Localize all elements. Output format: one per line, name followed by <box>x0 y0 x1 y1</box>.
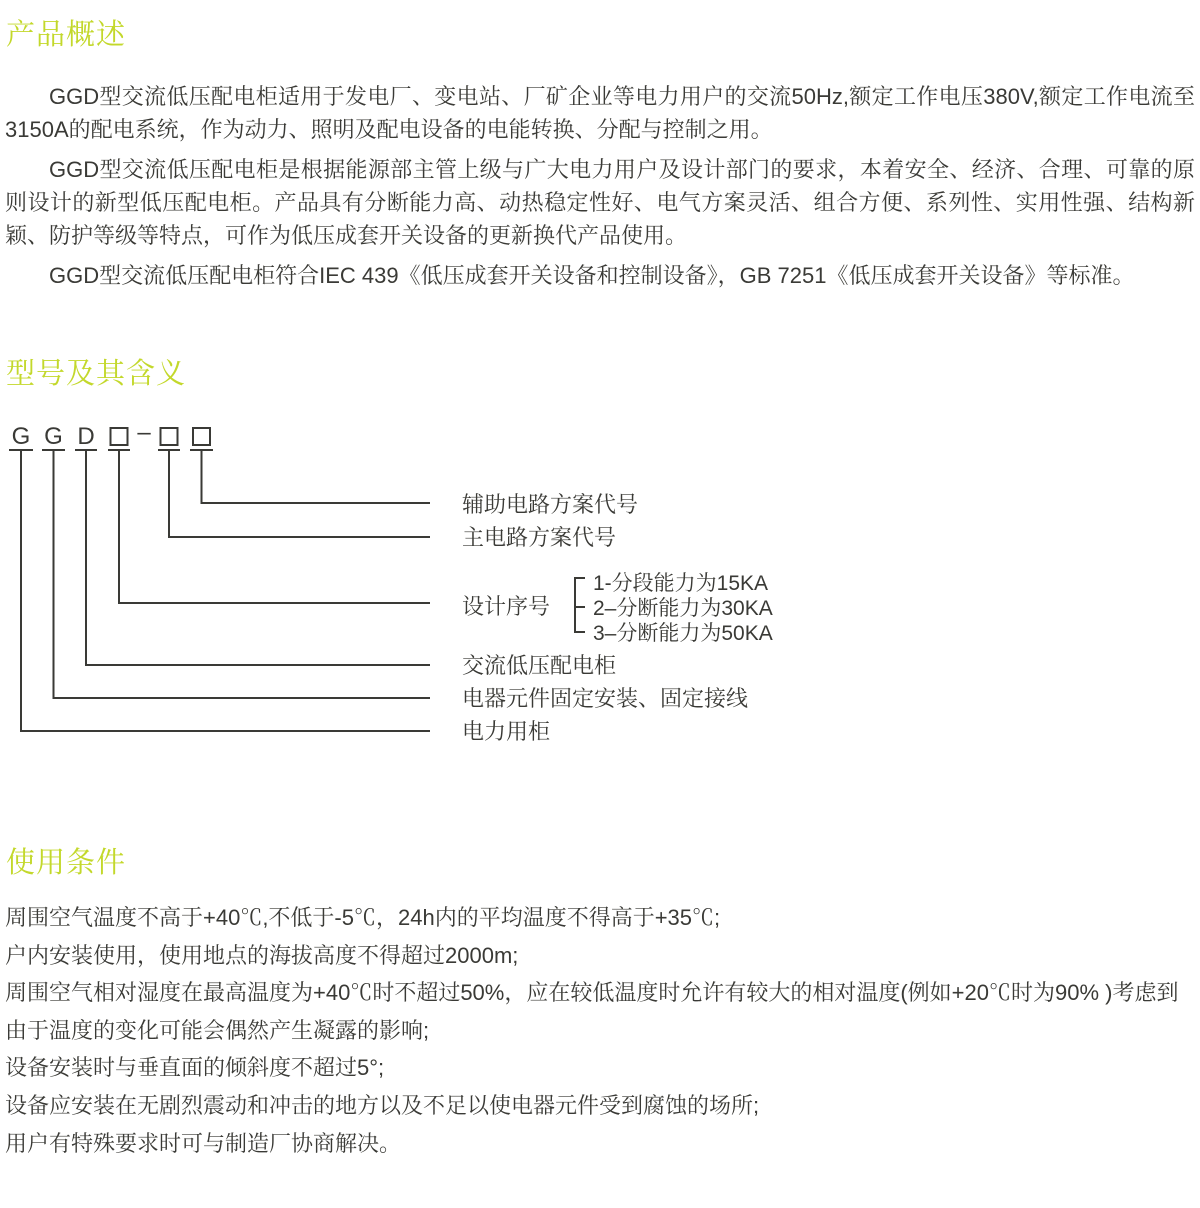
overview-paragraph: GGD型交流低压配电柜是根据能源部主管上级与广大电力用户及设计部门的要求，本着安全、经济、合理、可靠的原则设计的新型低压配电柜。产品具有分断能力高、动热稳定性好、电气方案灵活、组合方便、系列性、实用性强、结构新颖、防护等级等特点，可作为低压成套开关设备的更新换代产品使用。 <box>5 157 1195 248</box>
condition-line: 户内安装使用，使用地点的海拔高度不得超过2000m; <box>5 942 519 968</box>
label-power-cabinet: 电力用柜 <box>462 719 551 744</box>
model-code-diagram-svg <box>0 410 1200 770</box>
model-char-g1: G <box>11 423 31 450</box>
model-char-dash: – <box>137 419 151 446</box>
model-char-d: D <box>77 423 95 450</box>
connector-line-aux <box>202 450 431 503</box>
condition-line: 周围空气相对湿度在最高温度为+40℃时不超过50%，应在较低温度时允许有较大的相对温度(例如+20℃时为90% )考虑到 <box>5 980 1179 1006</box>
model-placeholder-box <box>193 428 210 445</box>
condition-line: 周围空气温度不高于+40℃,不低于-5℃，24h内的平均温度不得高于+35℃; <box>5 905 721 930</box>
connector-line-design <box>119 450 430 603</box>
label-aux-circuit: 辅助电路方案代号 <box>462 492 639 517</box>
model-placeholder-box <box>111 428 128 445</box>
model-char-g2: G <box>44 423 63 450</box>
conditions-list <box>5 899 1200 1162</box>
overview-paragraph: GGD型交流低压配电柜适用于发电厂、变电站、厂矿企业等电力用户的交流50Hz,额定工作电压380V,额定工作电流至3150A的配电系统，作为动力、照明及配电设备的电能转换、分配与控制之用。 <box>5 84 1195 142</box>
section-heading-model: 型号及其含义 <box>6 358 187 390</box>
connector-line-cabinet <box>86 450 430 665</box>
label-ac-lv-cabinet: 交流低压配电柜 <box>462 653 617 678</box>
section-heading-conditions: 使用条件 <box>6 847 127 879</box>
connector-line-main <box>169 450 430 537</box>
model-placeholder-box <box>161 428 178 445</box>
condition-line: 用户有特殊要求时可与制造厂协商解决。 <box>5 1130 402 1156</box>
overview-paragraphs <box>5 80 1195 299</box>
label-fixed-mounting: 电器元件固定安装、固定接线 <box>462 686 749 711</box>
design-option-15ka: 1-分段能力为15KA <box>593 572 769 595</box>
label-main-circuit: 主电路方案代号 <box>462 525 617 550</box>
connector-line-power <box>21 450 430 731</box>
overview-paragraph: GGD型交流低压配电柜符合IEC 439《低压成套开关设备和控制设备》，GB 7251《低压成套开关设备》等标准。 <box>49 263 1135 288</box>
connector-line-fixed <box>54 450 431 698</box>
section-heading-overview: 产品概述 <box>6 19 127 51</box>
design-option-30ka: 2–分断能力为30KA <box>593 597 773 620</box>
condition-line: 设备安装时与垂直面的倾斜度不超过5°; <box>5 1055 385 1081</box>
condition-line: 设备应安装在无剧烈震动和冲击的地方以及不足以使电器元件受到腐蚀的场所; <box>5 1092 760 1118</box>
model-code-diagram <box>0 410 1200 770</box>
label-design-serial: 设计序号 <box>462 594 551 619</box>
design-option-50ka: 3–分断能力为50KA <box>593 622 773 645</box>
condition-line: 由于温度的变化可能会偶然产生凝露的影响; <box>5 1017 430 1043</box>
design-options-bracket <box>575 578 585 632</box>
